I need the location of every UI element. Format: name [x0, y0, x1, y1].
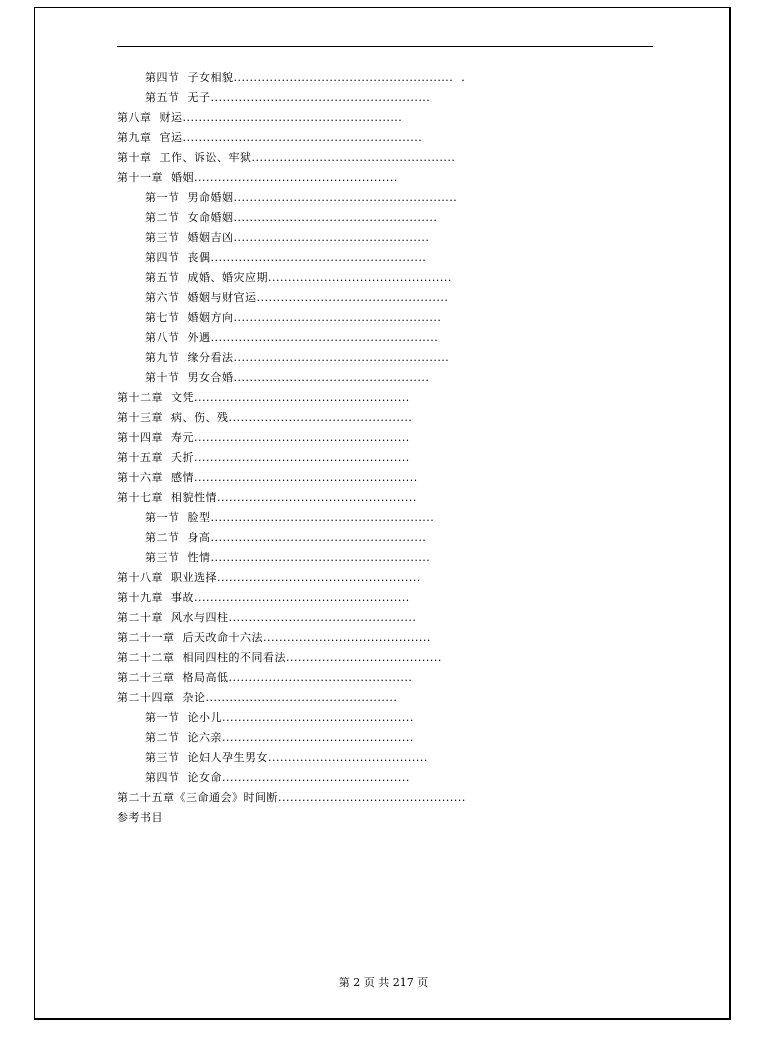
toc-entry[interactable]: 第二十五章《三命通会》时间断............................................... — [117, 791, 466, 804]
toc-entry[interactable]: 第三节 性情....................................................... — [145, 551, 431, 564]
toc-entry[interactable]: 第二十三章 格局高低.............................................. — [117, 671, 413, 684]
page-number-footer: 第 2 页 共 217 页 — [338, 976, 429, 989]
toc-entry[interactable]: 第二十二章 相同四柱的不同看法....................................... — [117, 651, 442, 664]
toc-entry[interactable]: 第十三章 病、伤、残.............................................. — [117, 411, 413, 424]
toc-entry[interactable]: 第三节 婚姻吉凶................................................. — [145, 231, 430, 244]
table-of-contents — [117, 68, 677, 828]
toc-entry[interactable]: 第十七章 相貌性情.................................................. — [117, 491, 417, 504]
toc-entry[interactable]: 第一节 脸型........................................................ — [145, 511, 435, 524]
toc-entry[interactable]: 第九章 官运............................................................ — [117, 131, 423, 144]
toc-entry[interactable]: 第二十一章 后天改命十六法.......................................... — [117, 631, 431, 644]
toc-entry[interactable]: 第十章 工作、诉讼、牢狱................................................... — [117, 151, 456, 164]
toc-entry[interactable]: 第二节 论六亲................................................ — [145, 731, 414, 744]
toc-entry[interactable]: 第五节 成婚、婚灾应期.............................................. — [145, 271, 452, 284]
toc-entry[interactable]: 第二十四章 杂论................................................ — [117, 691, 398, 704]
toc-entry[interactable]: 第一节 男命婚姻........................................................ — [145, 191, 458, 204]
toc-entry[interactable]: 第六节 婚姻与财官运................................................ — [145, 291, 449, 304]
toc-entry[interactable]: 第七节 婚姻方向.................................................... — [145, 311, 442, 324]
header-rule — [117, 46, 653, 47]
document-page — [34, 7, 731, 1020]
toc-entry[interactable]: 参考书目 — [117, 811, 163, 824]
toc-entry[interactable]: 第四节 子女相貌....................................................... . — [145, 71, 466, 84]
toc-entry[interactable]: 第八章 财运....................................................... — [117, 111, 403, 124]
toc-entry[interactable]: 第十四章 寿元...................................................... — [117, 431, 410, 444]
toc-entry[interactable]: 第二节 女命婚姻................................................... — [145, 211, 438, 224]
toc-entry[interactable]: 第九节 缘分看法...................................................... — [145, 351, 450, 364]
toc-entry[interactable]: 第十九章 事故...................................................... — [117, 591, 410, 604]
toc-entry[interactable]: 第一节 论小儿................................................ — [145, 711, 414, 724]
toc-entry[interactable]: 第四节 论女命............................................... — [145, 771, 410, 784]
toc-entry[interactable]: 第八节 外遇......................................................... — [145, 331, 439, 344]
toc-entry[interactable]: 第五节 无子....................................................... — [145, 91, 431, 104]
toc-entry[interactable]: 第十八章 职业选择................................................... — [117, 571, 421, 584]
toc-entry[interactable]: 第十二章 文凭...................................................... — [117, 391, 410, 404]
toc-entry[interactable]: 第四节 丧偶...................................................... — [145, 251, 427, 264]
toc-entry[interactable]: 第十节 男女合婚................................................. — [145, 371, 430, 384]
toc-entry[interactable]: 第十六章 感情........................................................ — [117, 471, 418, 484]
toc-entry[interactable]: 第十一章 婚姻................................................... — [117, 171, 398, 184]
toc-entry[interactable]: 第二十章 风水与四柱............................................... — [117, 611, 417, 624]
toc-entry[interactable]: 第十五章 夭折...................................................... — [117, 451, 410, 464]
toc-entry[interactable]: 第二节 身高...................................................... — [145, 531, 427, 544]
toc-entry[interactable]: 第三节 论妇人孕生男女........................................ — [145, 751, 428, 764]
